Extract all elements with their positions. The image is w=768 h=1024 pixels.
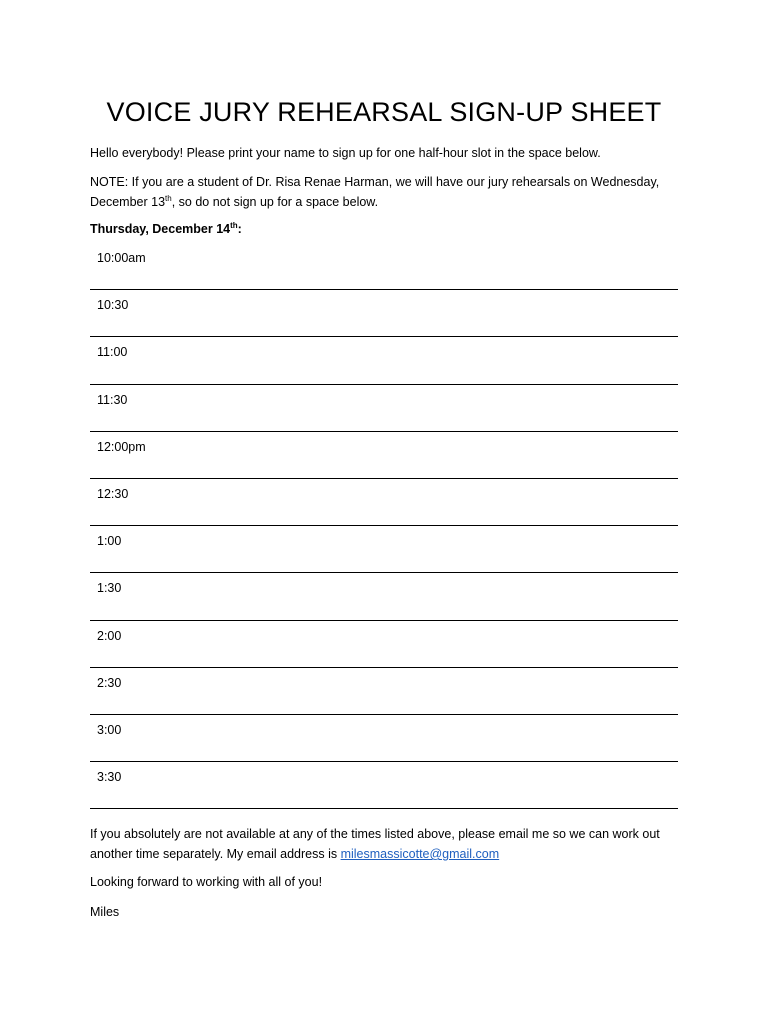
signature: Miles — [90, 905, 120, 919]
signup-slot — [90, 290, 678, 337]
signup-slot — [90, 573, 678, 620]
slot-name-space[interactable] — [180, 715, 678, 761]
date-heading-suffix: : — [237, 222, 242, 236]
closing-line: Looking forward to working with all of you! — [90, 875, 323, 889]
slot-time: 10:30 — [97, 298, 129, 313]
note-superscript: th — [165, 194, 172, 203]
slot-time: 3:00 — [97, 722, 122, 737]
signup-slot — [90, 715, 678, 762]
unavailable-paragraph — [90, 824, 690, 864]
signup-slot — [90, 762, 678, 809]
slot-name-space[interactable] — [180, 621, 678, 667]
date-heading-text: Thursday, December 14 — [90, 222, 231, 236]
signup-slot — [90, 621, 678, 668]
signup-slot — [90, 337, 678, 384]
signup-slot — [90, 526, 678, 573]
signup-slot — [90, 385, 678, 432]
slot-name-space[interactable] — [180, 668, 678, 714]
page-title: VOICE JURY REHEARSAL SIGN-UP SHEET — [106, 97, 662, 127]
signup-slot — [90, 479, 678, 526]
slot-name-space[interactable] — [180, 243, 678, 289]
slot-name-space[interactable] — [180, 526, 678, 572]
slot-name-space[interactable] — [180, 290, 678, 336]
slot-time: 11:00 — [97, 345, 128, 360]
note-paragraph — [90, 172, 690, 212]
slot-name-space[interactable] — [180, 432, 678, 478]
slot-time: 12:30 — [97, 486, 129, 501]
slot-time: 2:00 — [97, 628, 122, 643]
date-heading-superscript: th — [230, 221, 238, 230]
email-link[interactable]: milesmassicotte@gmail.com — [340, 847, 500, 861]
date-heading — [90, 219, 242, 239]
slot-time: 10:00am — [97, 251, 146, 265]
signup-slot — [90, 243, 678, 290]
slot-time: 12:00pm — [97, 439, 146, 454]
signup-slot — [90, 432, 678, 479]
slot-name-space[interactable] — [180, 573, 678, 619]
slot-time: 1:00 — [97, 534, 122, 549]
slot-time: 1:30 — [97, 581, 122, 596]
slot-time: 2:30 — [97, 675, 122, 690]
slot-name-space[interactable] — [180, 479, 678, 525]
slot-name-space[interactable] — [180, 337, 678, 383]
note-text-part2: , so do not sign up for a space below. — [171, 195, 379, 209]
intro-paragraph: Hello everybody! Please print your name to sign up for one half-hour slot in the space below. — [90, 146, 601, 160]
unavailable-text: If you absolutely are not available at any of the times listed above, please email me so we can work out another time separately. My email address is — [90, 827, 660, 861]
signup-slot — [90, 668, 678, 715]
note-text-part1: NOTE: If you are a student of Dr. Risa Renae Harman, we will have our jury rehearsals on Wednesday, December 13 — [90, 175, 660, 209]
slot-time: 3:30 — [97, 770, 122, 785]
signup-slot-list — [90, 243, 678, 809]
slot-name-space[interactable] — [180, 385, 678, 431]
slot-time: 11:30 — [97, 392, 128, 407]
slot-name-space[interactable] — [180, 762, 678, 808]
